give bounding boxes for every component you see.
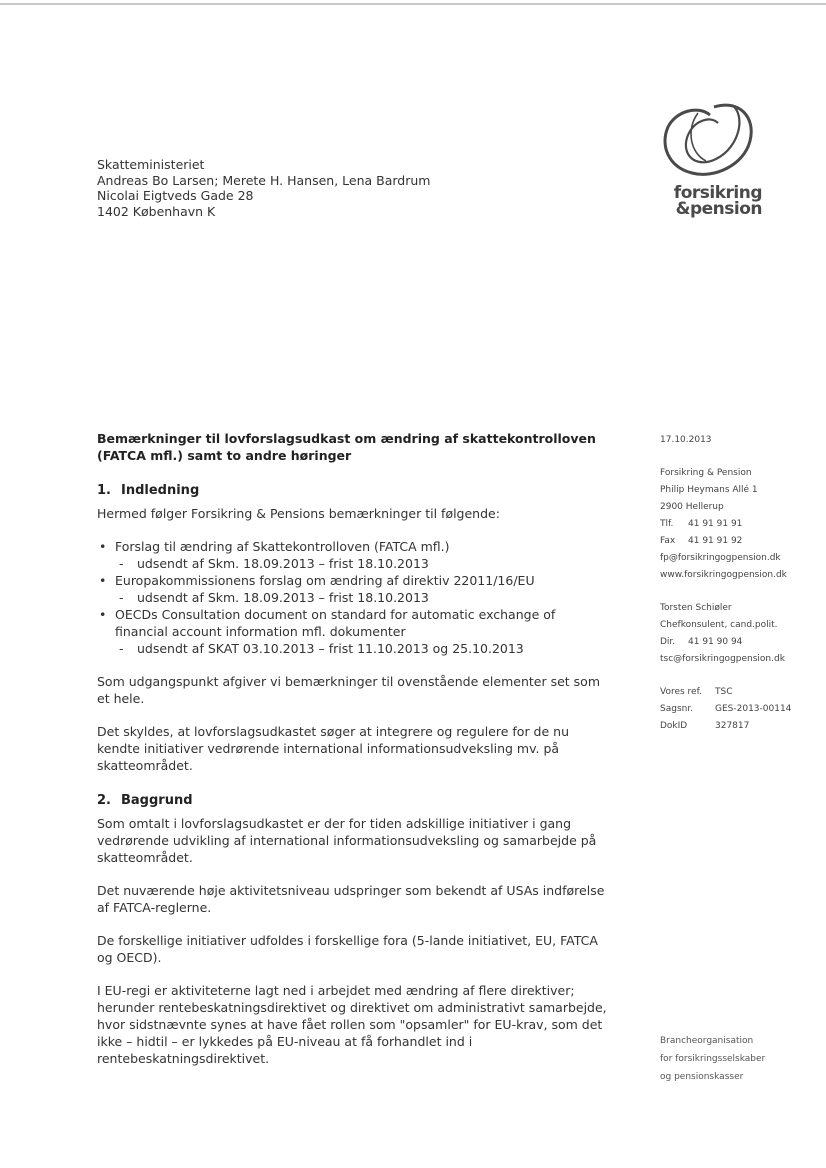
dash-icon: -	[119, 590, 124, 605]
list-subitem-text: udsendt af Skm. 18.09.2013 – frist 18.10.2013	[137, 556, 429, 571]
doc-value: 327817	[715, 721, 750, 731]
paragraph: Det nuværende høje aktivitetsniveau udspringer som bekendt af USAs indførelse af FATCA-reglerne.	[97, 883, 605, 915]
letter-date: 17.10.2013	[660, 435, 712, 445]
recipient-line: 1402 København K	[97, 203, 216, 219]
org-contact-block	[660, 465, 791, 584]
list-item-text: OECDs Consultation document on standard for automatic exchange of financial account information mfl. dokumenter	[115, 607, 556, 639]
list-subitem	[115, 640, 609, 657]
bullet-icon: •	[99, 539, 107, 554]
footer-line: og pensionskasser	[660, 1072, 744, 1082]
paragraph: Som udgangspunkt afgiver vi bemærkninger til ovenstående elementer set som et hele.	[97, 674, 600, 706]
org-city: 2900 Hellerup	[660, 502, 724, 512]
bullet-icon: •	[99, 607, 107, 622]
sender-info	[660, 432, 791, 751]
contact-name: Torsten Schiøler	[660, 603, 732, 613]
phone-label: Tlf.	[660, 519, 674, 529]
list-subitem-text: udsendt af SKAT 03.10.2013 – frist 11.10.2013 og 25.10.2013	[137, 641, 524, 656]
phone-value: 41 91 91 91	[688, 519, 743, 529]
company-logo	[648, 95, 764, 225]
letter-title: Bemærkninger til lovforslagsudkast om ændring af skattekontrolloven (FATCA mfl.) samt to andre høringer	[97, 431, 596, 463]
reference-block	[660, 684, 791, 735]
org-name: Forsikring & Pension	[660, 468, 752, 478]
list-item	[97, 606, 609, 657]
contact-direct-phone	[660, 634, 791, 651]
paragraph: Hermed følger Forsikring & Pensions bemærkninger til følgende:	[97, 506, 500, 521]
org-street: Philip Heymans Allé 1	[660, 485, 758, 495]
org-fax	[660, 533, 791, 550]
case-value: GES-2013-00114	[715, 704, 792, 714]
case-label: Sagsnr.	[660, 704, 694, 714]
org-website: www.forsikringogpension.dk	[660, 570, 787, 580]
contact-person-block	[660, 600, 791, 668]
paragraph: Det skyldes, at lovforslagsudkastet søger at integrere og regulere for de nu kendte initiativer vedrørende international informationsudveksling mv. på skatteområdet.	[97, 724, 569, 773]
document-id	[660, 718, 791, 735]
our-reference	[660, 684, 791, 701]
list-subitem	[115, 589, 609, 606]
paragraph: I EU-regi er aktiviteterne lagt ned i arbejdet med ændring af flere direktiver; herunder rentebeskatningsdirektivet og direktivet om administrativt samarbejde, hvor sidstnævnte synes at have fået rollen som "opsamler" for EU-krav, som det ikke – hidtil – er lykkedes på EU-niveau at få forhandlet ind i rentebeskatningsdirektivet.	[97, 983, 607, 1066]
recipient-line: Andreas Bo Larsen; Merete H. Hansen, Lena Bardrum	[97, 172, 431, 188]
footer-tagline	[660, 1032, 765, 1086]
section-heading	[97, 482, 609, 499]
ref-label: Vores ref.	[660, 687, 702, 697]
section-number: 1.	[97, 483, 111, 498]
dash-icon: -	[119, 641, 124, 656]
fax-value: 41 91 91 92	[688, 536, 743, 546]
direct-label: Dir.	[660, 637, 676, 647]
contact-title: Chefkonsulent, cand.polit.	[660, 620, 778, 630]
page-top-border	[0, 3, 826, 5]
section-heading	[97, 792, 609, 809]
section-title: Baggrund	[121, 793, 193, 808]
contact-email: tsc@forsikringogpension.dk	[660, 654, 785, 664]
footer-line: for forsikringsselskaber	[660, 1054, 766, 1064]
list-item	[97, 572, 609, 606]
org-email: fp@forsikringogpension.dk	[660, 553, 781, 563]
paragraph: De forskellige initiativer udfoldes i forskellige fora (5-lande initiativet, EU, FATCA og OECD).	[97, 933, 598, 965]
list-item	[97, 538, 609, 572]
footer-line: Brancheorganisation	[660, 1036, 754, 1046]
recipient-line: Nicolai Eigtveds Gade 28	[97, 188, 254, 203]
ref-value: TSC	[715, 687, 733, 697]
org-phone	[660, 516, 791, 533]
bullet-list	[97, 538, 609, 657]
list-subitem-text: udsendt af Skm. 18.09.2013 – frist 18.10.2013	[137, 590, 429, 605]
logo-swirl-icon	[654, 95, 758, 183]
case-number	[660, 701, 791, 718]
section-number: 2.	[97, 793, 111, 808]
recipient-line: Skatteministeriet	[97, 157, 205, 172]
direct-value: 41 91 90 94	[688, 637, 743, 647]
list-item-text: Forslag til ændring af Skattekontrolloven (FATCA mfl.)	[115, 539, 450, 554]
logo-text-line2: &pension	[675, 199, 762, 219]
section-title: Indledning	[121, 483, 200, 498]
bullet-icon: •	[99, 573, 107, 588]
doc-label: DokID	[660, 721, 688, 731]
dash-icon: -	[119, 556, 124, 571]
logo-text-line1: forsikring	[673, 183, 762, 203]
letter-body	[97, 430, 609, 1083]
list-item-text: Europakommissionens forslag om ændring af direktiv 22011/16/EU	[115, 573, 535, 588]
fax-label: Fax	[660, 536, 676, 546]
list-subitem	[115, 555, 609, 572]
paragraph: Som omtalt i lovforslagsudkastet er der for tiden adskillige initiativer i gang vedrørende udvikling af international informationsudveksling og samarbejde på skatteområdet.	[97, 816, 597, 865]
recipient-address	[97, 157, 430, 219]
